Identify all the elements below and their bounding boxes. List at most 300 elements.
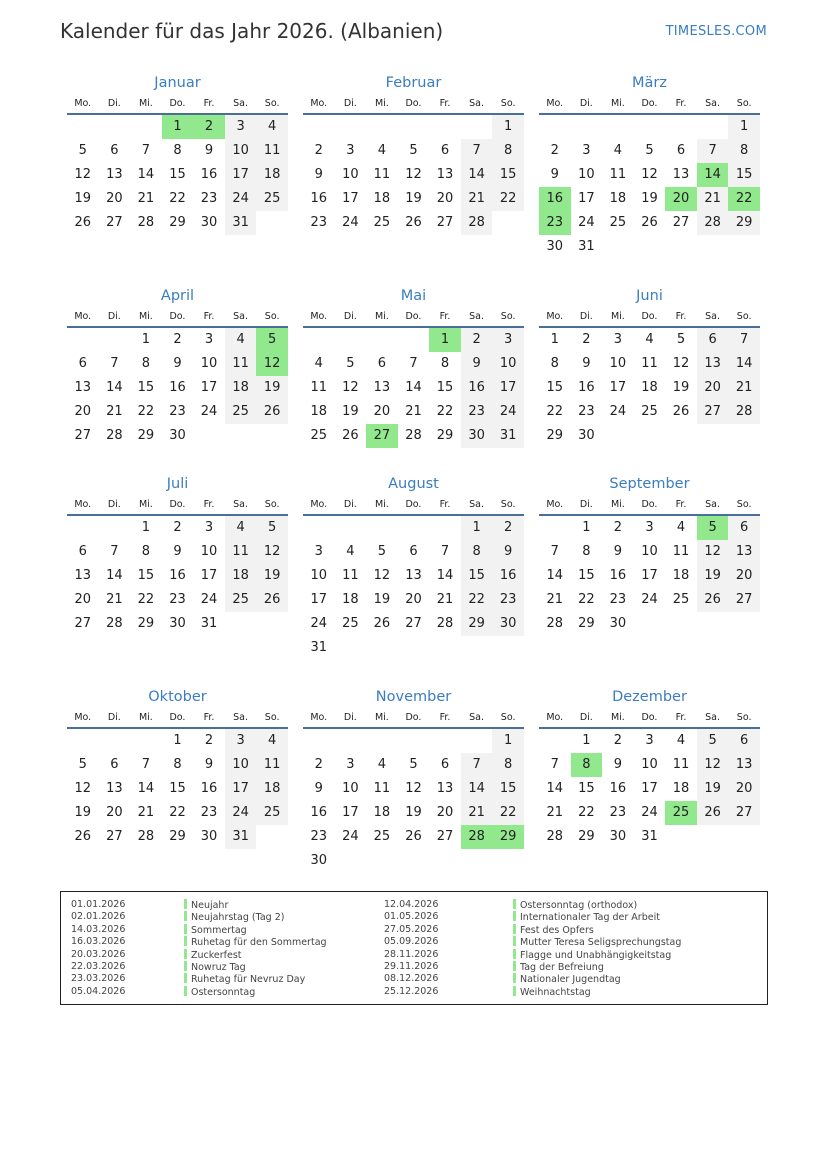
day-cell: 17 (641, 781, 658, 796)
holiday-cell: 28 (461, 825, 493, 849)
weekday-label: Fr. (203, 499, 215, 510)
day-cell: 4 (676, 520, 686, 535)
empty-cell (429, 115, 461, 139)
day-cell: 8 (492, 753, 524, 777)
weekday-label: Fr. (439, 499, 451, 510)
holiday-legend (60, 891, 768, 1005)
day-cell: 9 (492, 540, 524, 564)
legend-holiday-name: Ostersonntag (191, 986, 256, 998)
day-cell: 31 (225, 211, 257, 235)
day-cell: 18 (342, 592, 359, 607)
legend-entry (513, 986, 681, 998)
weekday-label: So. (264, 499, 280, 510)
day-cell: 4 (377, 757, 387, 772)
month-mai (303, 284, 524, 448)
weekday-label: Mo. (546, 311, 564, 322)
legend-holiday-name: Ostersonntag (orthodox) (520, 900, 638, 911)
day-cell: 20 (373, 404, 391, 419)
day-cell: 11 (225, 540, 257, 564)
day-cell: 10 (200, 356, 218, 371)
month-november (303, 685, 524, 873)
day-cell: 19 (405, 191, 422, 206)
weekday-label: So. (736, 98, 752, 109)
weekday-header (67, 496, 288, 516)
empty-cell (461, 729, 493, 753)
day-cell: 26 (697, 588, 729, 612)
day-cell: 8 (440, 356, 450, 371)
day-cell: 11 (641, 356, 658, 371)
holiday-marker-icon (184, 973, 187, 983)
day-cell: 22 (169, 805, 186, 820)
day-cell: 26 (342, 428, 359, 443)
day-cell: 10 (200, 544, 218, 559)
empty-cell (99, 328, 131, 352)
day-cell: 27 (74, 428, 92, 443)
weekday-label: Mo. (74, 311, 92, 322)
day-cell: 11 (609, 167, 627, 182)
weekday-header (303, 709, 524, 729)
weekday-label: Fr. (675, 311, 687, 322)
empty-cell (335, 328, 367, 352)
day-cell: 8 (728, 139, 760, 163)
weekday-label: Mi. (610, 98, 625, 109)
month-september (539, 472, 760, 636)
day-cell: 2 (550, 143, 559, 158)
weekday-label: Di. (343, 98, 357, 109)
day-grid (303, 328, 524, 448)
empty-cell (67, 729, 99, 753)
day-cell: 10 (225, 753, 257, 777)
day-cell: 30 (609, 829, 627, 844)
day-cell: 21 (137, 191, 155, 206)
day-cell: 20 (74, 404, 92, 419)
day-cell: 24 (342, 215, 359, 230)
legend-entry (513, 973, 681, 985)
day-cell: 7 (728, 328, 760, 352)
weekday-label: Fr. (675, 499, 687, 510)
day-cell: 11 (225, 352, 257, 376)
day-cell: 20 (74, 592, 92, 607)
day-cell: 1 (582, 733, 591, 748)
weekday-label: Sa. (469, 499, 485, 510)
day-cell: 10 (310, 568, 328, 583)
day-cell: 16 (609, 781, 627, 796)
holiday-marker-icon (184, 924, 187, 934)
month-name: April (160, 288, 195, 304)
holiday-cell: 16 (539, 187, 571, 211)
day-cell: 18 (373, 805, 391, 820)
day-cell: 2 (173, 332, 182, 347)
day-grid (539, 729, 760, 849)
day-cell: 9 (204, 757, 214, 772)
day-cell: 28 (137, 829, 155, 844)
day-cell: 10 (492, 352, 524, 376)
weekday-label: Do. (641, 311, 658, 322)
empty-cell (335, 516, 367, 540)
empty-cell (335, 115, 367, 139)
month-name: August (388, 476, 439, 492)
day-cell: 20 (106, 805, 123, 820)
day-cell: 21 (106, 592, 123, 607)
day-cell: 5 (377, 544, 387, 559)
month-name: November (375, 689, 452, 705)
holiday-cell: 2 (193, 115, 225, 139)
weekday-label: Sa. (233, 311, 249, 322)
day-cell: 19 (697, 564, 729, 588)
day-cell: 10 (641, 544, 658, 559)
day-cell: 25 (373, 829, 391, 844)
weekday-header (303, 308, 524, 328)
weekday-label: Mi. (610, 712, 625, 723)
day-cell: 23 (310, 829, 328, 844)
weekday-label: So. (500, 98, 516, 109)
day-cell: 2 (613, 733, 623, 748)
day-cell: 22 (492, 187, 524, 211)
weekday-label: Mi. (610, 311, 625, 322)
month-name: Januar (154, 75, 201, 91)
day-cell: 25 (609, 215, 627, 230)
holiday-marker-icon (513, 936, 516, 946)
day-cell: 11 (373, 167, 391, 182)
day-cell: 9 (204, 143, 214, 158)
weekday-label: Sa. (233, 98, 249, 109)
legend-date: 16.03.2026 (71, 936, 126, 948)
day-cell: 8 (582, 544, 591, 559)
day-cell: 31 (310, 640, 328, 655)
weekday-label: So. (500, 712, 516, 723)
day-cell: 9 (582, 356, 591, 371)
weekday-label: Fr. (439, 98, 451, 109)
day-cell: 28 (137, 215, 155, 230)
day-cell: 12 (342, 380, 359, 395)
day-cell: 26 (405, 215, 422, 230)
day-cell: 24 (342, 829, 359, 844)
day-grid (539, 328, 760, 448)
day-cell: 19 (672, 380, 690, 395)
day-cell: 11 (342, 568, 359, 583)
page-title: Kalender für das Jahr 2026. (Albanien) (60, 19, 444, 43)
weekday-label: Do. (405, 98, 422, 109)
day-cell: 28 (461, 211, 493, 235)
day-cell: 25 (672, 592, 690, 607)
day-cell: 23 (200, 191, 218, 206)
month-februar (303, 71, 524, 235)
day-cell: 5 (78, 757, 87, 772)
legend-date: 20.03.2026 (71, 948, 126, 960)
day-cell: 24 (200, 404, 218, 419)
day-cell: 19 (697, 777, 729, 801)
day-cell: 29 (546, 428, 564, 443)
empty-cell (303, 115, 335, 139)
empty-cell (429, 516, 461, 540)
day-cell: 18 (256, 163, 288, 187)
legend-entry (184, 924, 327, 936)
holiday-marker-icon (513, 949, 516, 959)
legend-holiday-name: Neujahr (191, 900, 229, 911)
day-cell: 7 (110, 544, 119, 559)
month-name: Oktober (148, 689, 207, 705)
day-cell: 18 (672, 781, 690, 796)
day-cell: 4 (613, 143, 623, 158)
day-cell: 29 (436, 428, 454, 443)
day-cell: 14 (405, 380, 422, 395)
holiday-cell: 23 (539, 211, 571, 235)
day-cell: 3 (225, 729, 257, 753)
day-cell: 27 (728, 588, 760, 612)
day-cell: 23 (169, 592, 186, 607)
weekday-label: Di. (343, 499, 357, 510)
day-cell: 30 (169, 616, 186, 631)
empty-cell (130, 729, 162, 753)
weekday-header (303, 496, 524, 516)
empty-cell (366, 516, 398, 540)
day-cell: 11 (310, 380, 328, 395)
day-cell: 29 (137, 616, 155, 631)
day-cell: 6 (676, 143, 686, 158)
day-cell: 16 (310, 191, 328, 206)
day-cell: 15 (137, 568, 155, 583)
day-cell: 17 (342, 191, 359, 206)
weekday-header (67, 95, 288, 115)
legend-entry (513, 924, 681, 936)
day-cell: 6 (409, 544, 418, 559)
legend-date: 08.12.2026 (384, 973, 439, 985)
holiday-marker-icon (184, 986, 187, 996)
weekday-label: Do. (169, 311, 186, 322)
legend-date: 27.05.2026 (384, 923, 439, 935)
day-cell: 5 (256, 516, 288, 540)
day-cell: 1 (492, 729, 524, 753)
day-cell: 27 (405, 616, 422, 631)
day-cell: 14 (461, 163, 493, 187)
day-cell: 21 (106, 404, 123, 419)
day-cell: 30 (310, 853, 328, 868)
day-cell: 15 (578, 568, 595, 583)
day-cell: 19 (373, 592, 391, 607)
day-cell: 21 (728, 376, 760, 400)
day-cell: 28 (405, 428, 422, 443)
holiday-marker-icon (513, 986, 516, 996)
weekday-label: Mo. (310, 712, 328, 723)
month-name: Dezember (612, 689, 687, 705)
month-august (303, 472, 524, 660)
holiday-cell: 1 (429, 328, 461, 352)
day-cell: 13 (436, 781, 454, 796)
day-cell: 26 (405, 829, 422, 844)
weekday-label: So. (736, 499, 752, 510)
day-cell: 13 (405, 568, 422, 583)
day-cell: 12 (697, 540, 729, 564)
day-cell: 31 (641, 829, 658, 844)
day-cell: 25 (310, 428, 328, 443)
day-cell: 14 (106, 380, 123, 395)
legend-holiday-name: Ruhetag für Nevruz Day (191, 974, 306, 986)
weekday-label: Fr. (203, 311, 215, 322)
day-cell: 3 (204, 332, 214, 347)
day-cell: 7 (461, 139, 493, 163)
legend-holiday-name: Nowruz Tag (191, 961, 246, 973)
day-cell: 30 (609, 616, 627, 631)
day-cell: 10 (578, 167, 595, 182)
day-cell: 2 (492, 516, 524, 540)
weekday-header (539, 308, 760, 328)
day-cell: 20 (728, 564, 760, 588)
holiday-marker-icon (513, 973, 516, 983)
month-dezember (539, 685, 760, 849)
day-cell: 23 (169, 404, 186, 419)
day-cell: 21 (405, 404, 422, 419)
day-cell: 12 (373, 568, 391, 583)
day-cell: 19 (256, 376, 288, 400)
day-cell: 2 (314, 143, 323, 158)
weekday-label: Mi. (374, 311, 389, 322)
site-link[interactable]: TIMESLES.COM (665, 24, 767, 39)
day-cell: 5 (409, 143, 418, 158)
day-cell: 13 (728, 753, 760, 777)
empty-cell (366, 328, 398, 352)
day-grid (539, 516, 760, 636)
weekday-label: So. (264, 311, 280, 322)
day-cell: 29 (578, 829, 595, 844)
day-grid (67, 115, 288, 235)
day-cell: 1 (141, 332, 151, 347)
day-cell: 17 (225, 777, 257, 801)
weekday-label: Do. (405, 499, 422, 510)
day-grid (303, 516, 524, 660)
day-cell: 22 (578, 592, 595, 607)
day-cell: 28 (106, 616, 123, 631)
weekday-label: Sa. (705, 98, 721, 109)
day-cell: 27 (728, 801, 760, 825)
day-cell: 1 (461, 516, 493, 540)
day-cell: 5 (676, 332, 686, 347)
weekday-label: So. (736, 311, 752, 322)
legend-entry (184, 961, 327, 973)
day-cell: 6 (440, 143, 450, 158)
day-cell: 18 (641, 380, 658, 395)
legend-holiday-name: Neujahrstag (Tag 2) (191, 912, 285, 924)
day-cell: 27 (436, 829, 454, 844)
day-cell: 12 (641, 167, 658, 182)
day-cell: 22 (492, 801, 524, 825)
day-cell: 6 (110, 757, 119, 772)
weekday-label: Di. (579, 499, 593, 510)
day-cell: 9 (314, 781, 323, 796)
empty-cell (67, 516, 99, 540)
day-cell: 11 (672, 544, 690, 559)
weekday-label: Sa. (705, 311, 721, 322)
empty-cell (398, 328, 430, 352)
weekday-label: Sa. (233, 499, 249, 510)
day-cell: 24 (641, 592, 658, 607)
day-cell: 13 (728, 540, 760, 564)
day-cell: 26 (256, 588, 288, 612)
day-cell: 18 (672, 568, 690, 583)
day-cell: 8 (141, 356, 151, 371)
day-cell: 10 (609, 356, 627, 371)
month-name: März (632, 75, 667, 91)
empty-cell (366, 115, 398, 139)
day-cell: 9 (461, 352, 493, 376)
weekday-label: Mi. (138, 311, 153, 322)
day-cell: 27 (106, 829, 123, 844)
day-cell: 29 (137, 428, 155, 443)
weekday-label: Mi. (138, 98, 153, 109)
day-cell: 17 (641, 568, 658, 583)
day-cell: 22 (137, 592, 155, 607)
day-cell: 3 (346, 757, 355, 772)
day-cell: 26 (256, 400, 288, 424)
month-märz (539, 71, 760, 259)
day-cell: 16 (169, 380, 186, 395)
day-cell: 13 (697, 352, 729, 376)
weekday-label: Do. (641, 712, 658, 723)
day-cell: 18 (609, 191, 627, 206)
legend-entry (184, 986, 327, 998)
weekday-label: Sa. (705, 499, 721, 510)
day-cell: 1 (492, 115, 524, 139)
day-cell: 12 (405, 781, 422, 796)
day-cell: 2 (314, 757, 323, 772)
day-cell: 7 (409, 356, 418, 371)
legend-holiday-name: Zuckerfest (191, 949, 242, 961)
day-cell: 24 (578, 215, 595, 230)
day-cell: 30 (578, 428, 595, 443)
legend-holiday-name: Weihnachtstag (520, 986, 591, 998)
holiday-cell: 5 (697, 516, 729, 540)
legend-entry (513, 911, 681, 923)
day-cell: 20 (436, 191, 454, 206)
holiday-marker-icon (513, 961, 516, 971)
weekday-header (539, 95, 760, 115)
day-cell: 22 (436, 404, 454, 419)
day-cell: 21 (546, 805, 564, 820)
day-cell: 20 (106, 191, 123, 206)
weekday-label: Mo. (74, 499, 92, 510)
day-cell: 3 (645, 733, 654, 748)
day-cell: 26 (74, 829, 92, 844)
legend-date: 29.11.2026 (384, 960, 439, 972)
weekday-label: Fr. (203, 98, 215, 109)
day-cell: 12 (256, 540, 288, 564)
empty-cell (303, 729, 335, 753)
empty-cell (398, 729, 430, 753)
month-oktober (67, 685, 288, 849)
day-cell: 14 (106, 568, 123, 583)
day-cell: 15 (169, 781, 186, 796)
legend-date: 02.01.2026 (71, 911, 126, 923)
day-grid (67, 328, 288, 448)
day-cell: 26 (641, 215, 658, 230)
weekday-label: Do. (641, 499, 658, 510)
weekday-label: Fr. (675, 712, 687, 723)
day-cell: 2 (613, 520, 623, 535)
day-cell: 17 (225, 163, 257, 187)
day-cell: 1 (173, 733, 182, 748)
day-cell: 30 (169, 428, 186, 443)
holiday-marker-icon (513, 899, 516, 909)
day-cell: 12 (405, 167, 422, 182)
day-cell: 13 (74, 568, 92, 583)
weekday-label: Do. (405, 311, 422, 322)
day-cell: 28 (436, 616, 454, 631)
day-cell: 30 (492, 612, 524, 636)
day-cell: 30 (546, 239, 564, 254)
day-cell: 2 (461, 328, 493, 352)
day-cell: 12 (74, 781, 92, 796)
day-cell: 8 (492, 139, 524, 163)
day-cell: 27 (74, 616, 92, 631)
